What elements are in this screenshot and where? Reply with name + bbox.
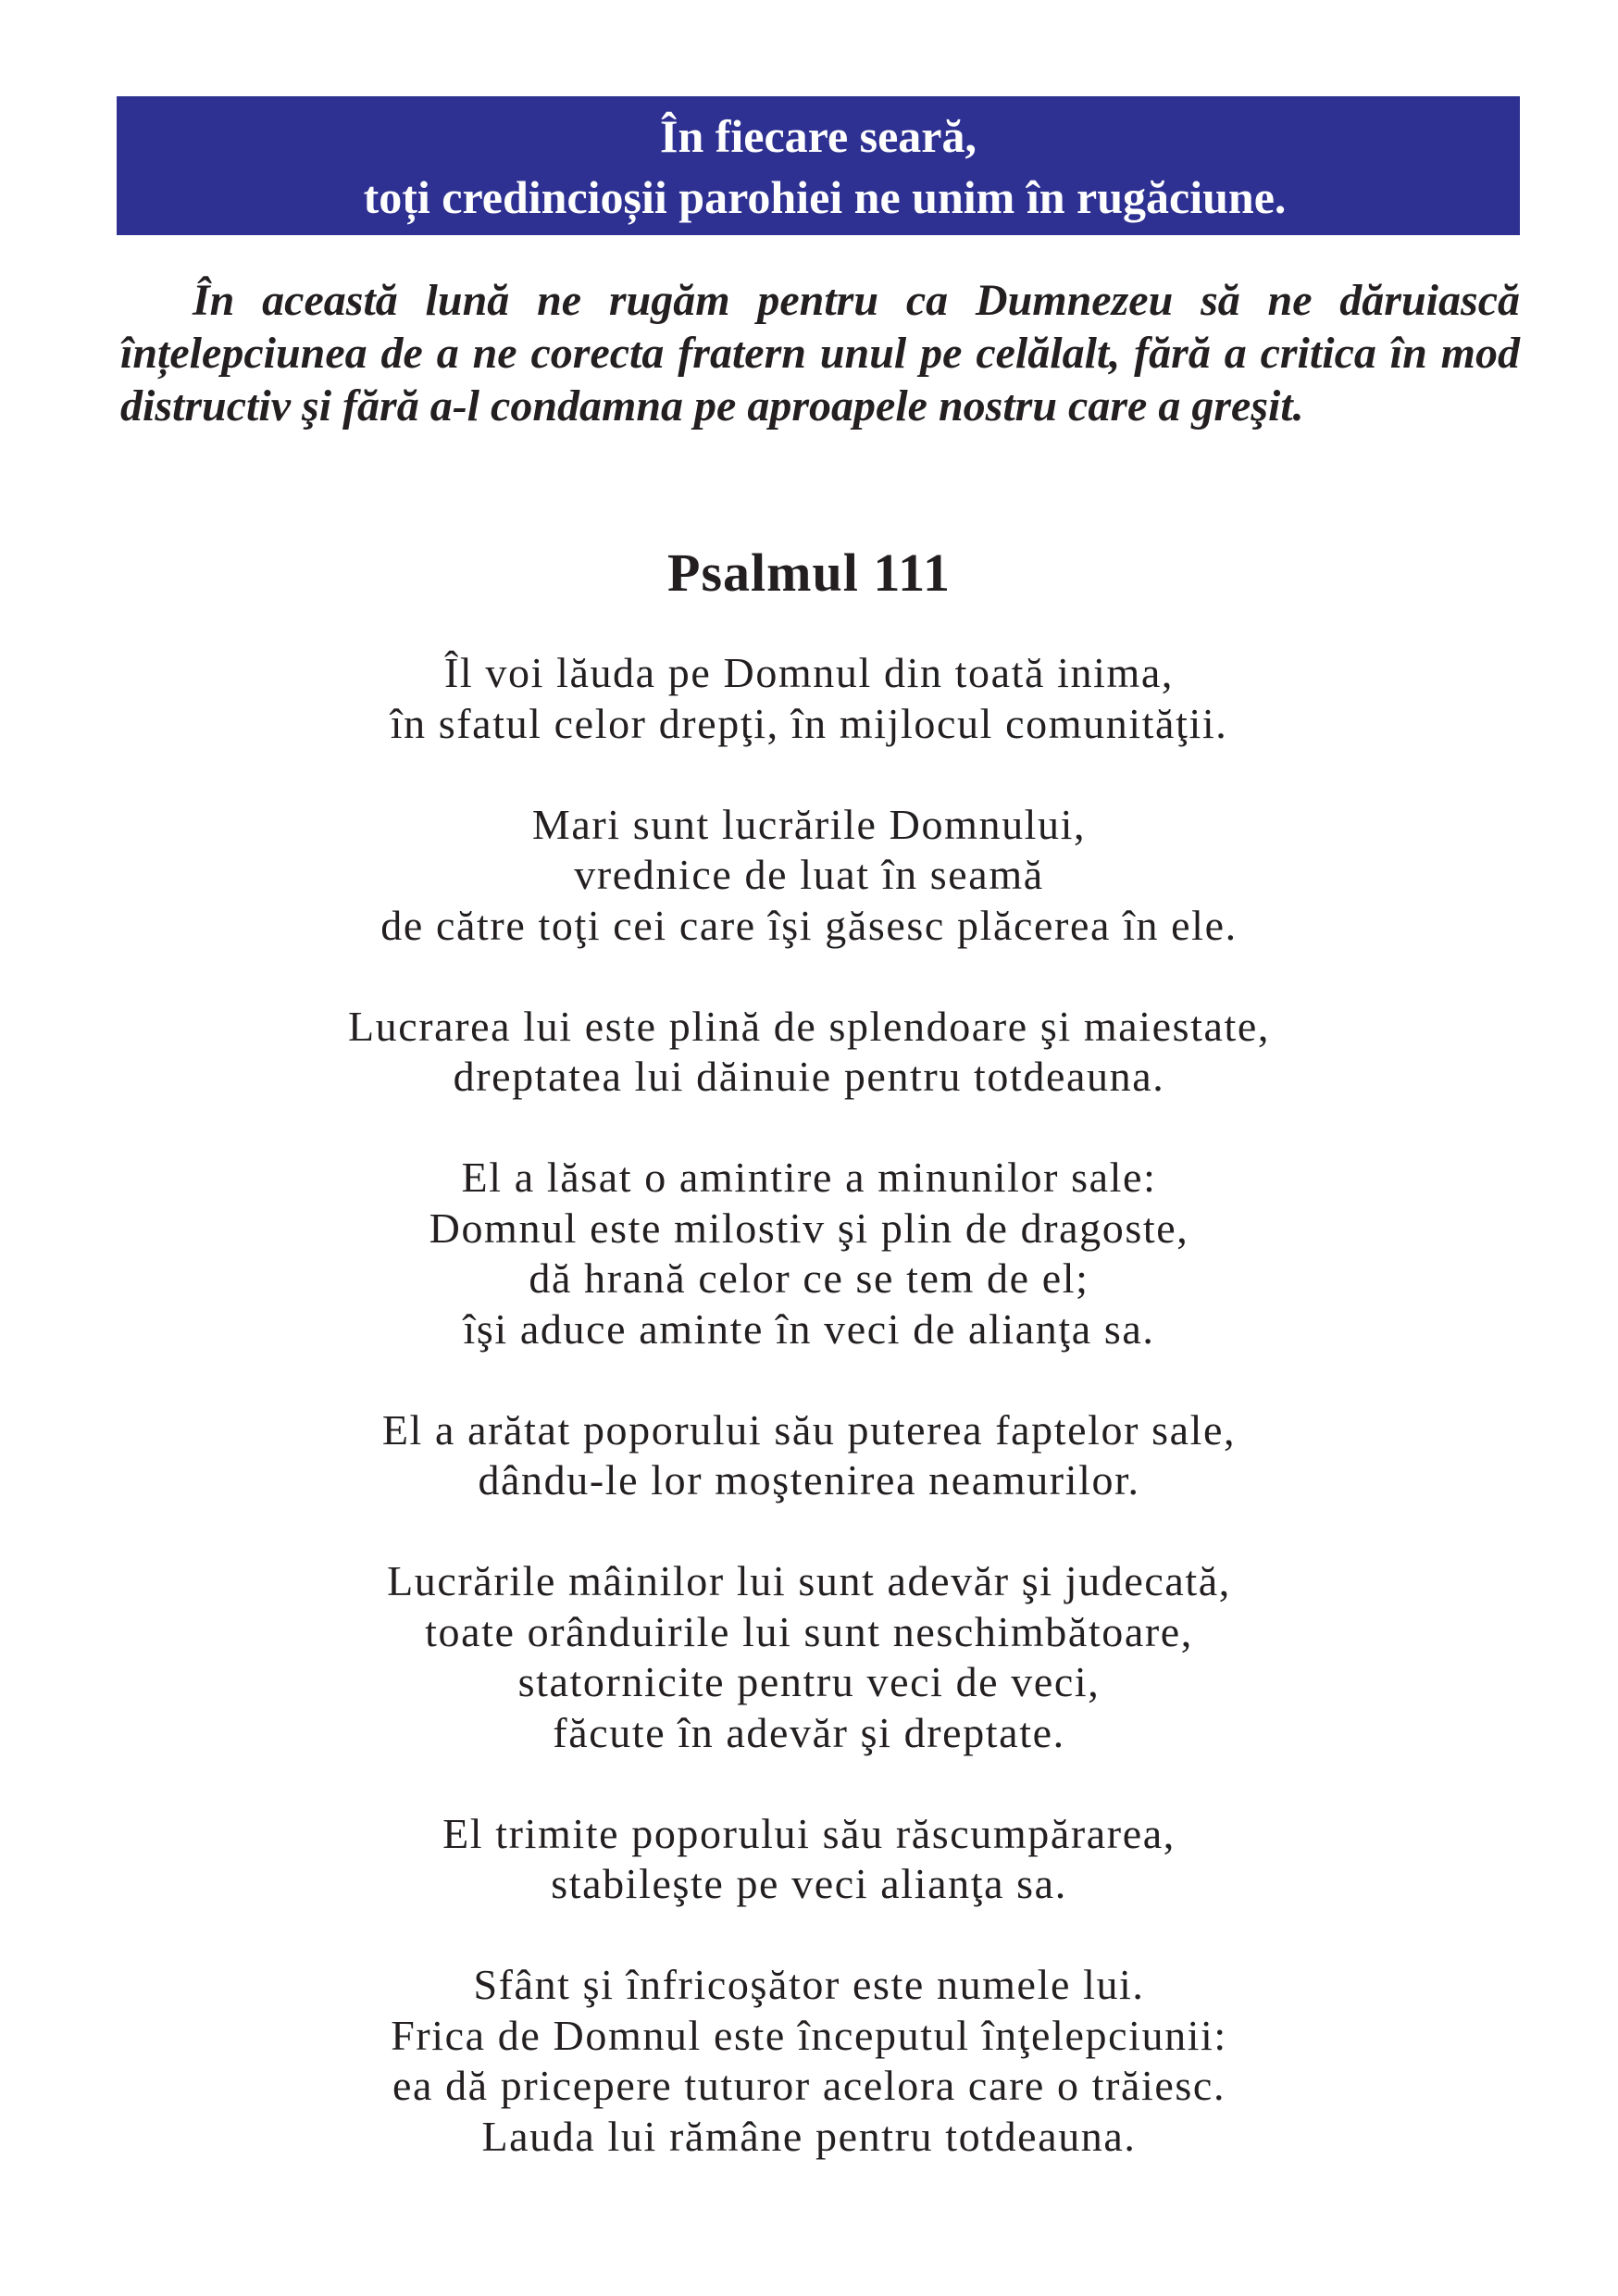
verse-line: Frica de Domnul este începutul înţelepciunii: bbox=[391, 2011, 1227, 2059]
verse-line: ea dă pricepere tuturor acelora care o trăiesc. bbox=[392, 2062, 1226, 2109]
psalm-title: Psalmul 111 bbox=[667, 543, 951, 603]
verse-line: El trimite poporului său răscumpărarea, bbox=[442, 1809, 1176, 1857]
verse-line: Lauda lui rămâne pentru totdeauna. bbox=[481, 2112, 1137, 2160]
banner-line-1: În fiecare seară, bbox=[659, 110, 977, 162]
stanza bbox=[0, 800, 1618, 952]
monthly-intention-paragraph: În această lună ne rugăm pentru ca Dumnezeu să ne dăruiască înțelepciunea de a ne corecta fratern unul pe celălalt, fără a critica în mod distructiv şi fără a-l condamna pe aproapele nostru care a greşit. bbox=[120, 276, 1520, 430]
verse-line: Mari sunt lucrările Domnului, bbox=[531, 800, 1087, 848]
verse-line: Lucrarea lui este plină de splendoare şi maiestate, bbox=[347, 1002, 1271, 1050]
header-banner bbox=[117, 96, 1520, 235]
stanza bbox=[0, 1809, 1618, 1910]
verse-line: vrednice de luat în seamă bbox=[574, 851, 1044, 898]
verse-line: El a lăsat o amintire a minunilor sale: bbox=[461, 1154, 1157, 1201]
verse-line: Lucrările mâinilor lui sunt adevăr şi judecată, bbox=[387, 1557, 1231, 1604]
verse-line: dă hrană celor ce se tem de el; bbox=[529, 1254, 1089, 1302]
verse-line: Domnul este milostiv şi plin de dragoste, bbox=[429, 1204, 1189, 1252]
verse-line: Sfânt şi înfricoşător este numele lui. bbox=[473, 1961, 1145, 2008]
psalm-verses bbox=[0, 648, 1618, 2213]
verse-line: El a arătat poporului său puterea faptelor sale, bbox=[381, 1405, 1237, 1454]
stanza bbox=[0, 1556, 1618, 1758]
verse-line: dreptatea lui dăinuie pentru totdeauna. bbox=[453, 1053, 1165, 1100]
verse-line: statornicite pentru veci de veci, bbox=[517, 1658, 1101, 1705]
verse-line: îşi aduce aminte în veci de alianţa sa. bbox=[463, 1304, 1155, 1353]
verse-line: în sfatul celor drepţi, în mijlocul comunităţii. bbox=[390, 699, 1228, 747]
stanza bbox=[0, 1153, 1618, 1354]
verse-line: făcute în adevăr şi dreptate. bbox=[553, 1708, 1065, 1756]
verse-line: stabileşte pe veci alianţa sa. bbox=[551, 1860, 1067, 1907]
stanza bbox=[0, 1960, 1618, 2162]
stanza bbox=[0, 648, 1618, 749]
stanza bbox=[0, 1002, 1618, 1103]
stanza bbox=[0, 1405, 1618, 1506]
banner-line-2: toți credincioșii parohiei ne unim în rugăciune. bbox=[363, 171, 1287, 223]
verse-line: toate orânduirile lui sunt neschimbătoare, bbox=[425, 1607, 1193, 1655]
verse-line: dându-le lor moştenirea neamurilor. bbox=[478, 1456, 1140, 1504]
verse-line: Îl voi lăuda pe Domnul din toată inima, bbox=[443, 649, 1175, 696]
verse-line: de către toţi cei care îşi găsesc plăcerea în ele. bbox=[380, 901, 1238, 949]
